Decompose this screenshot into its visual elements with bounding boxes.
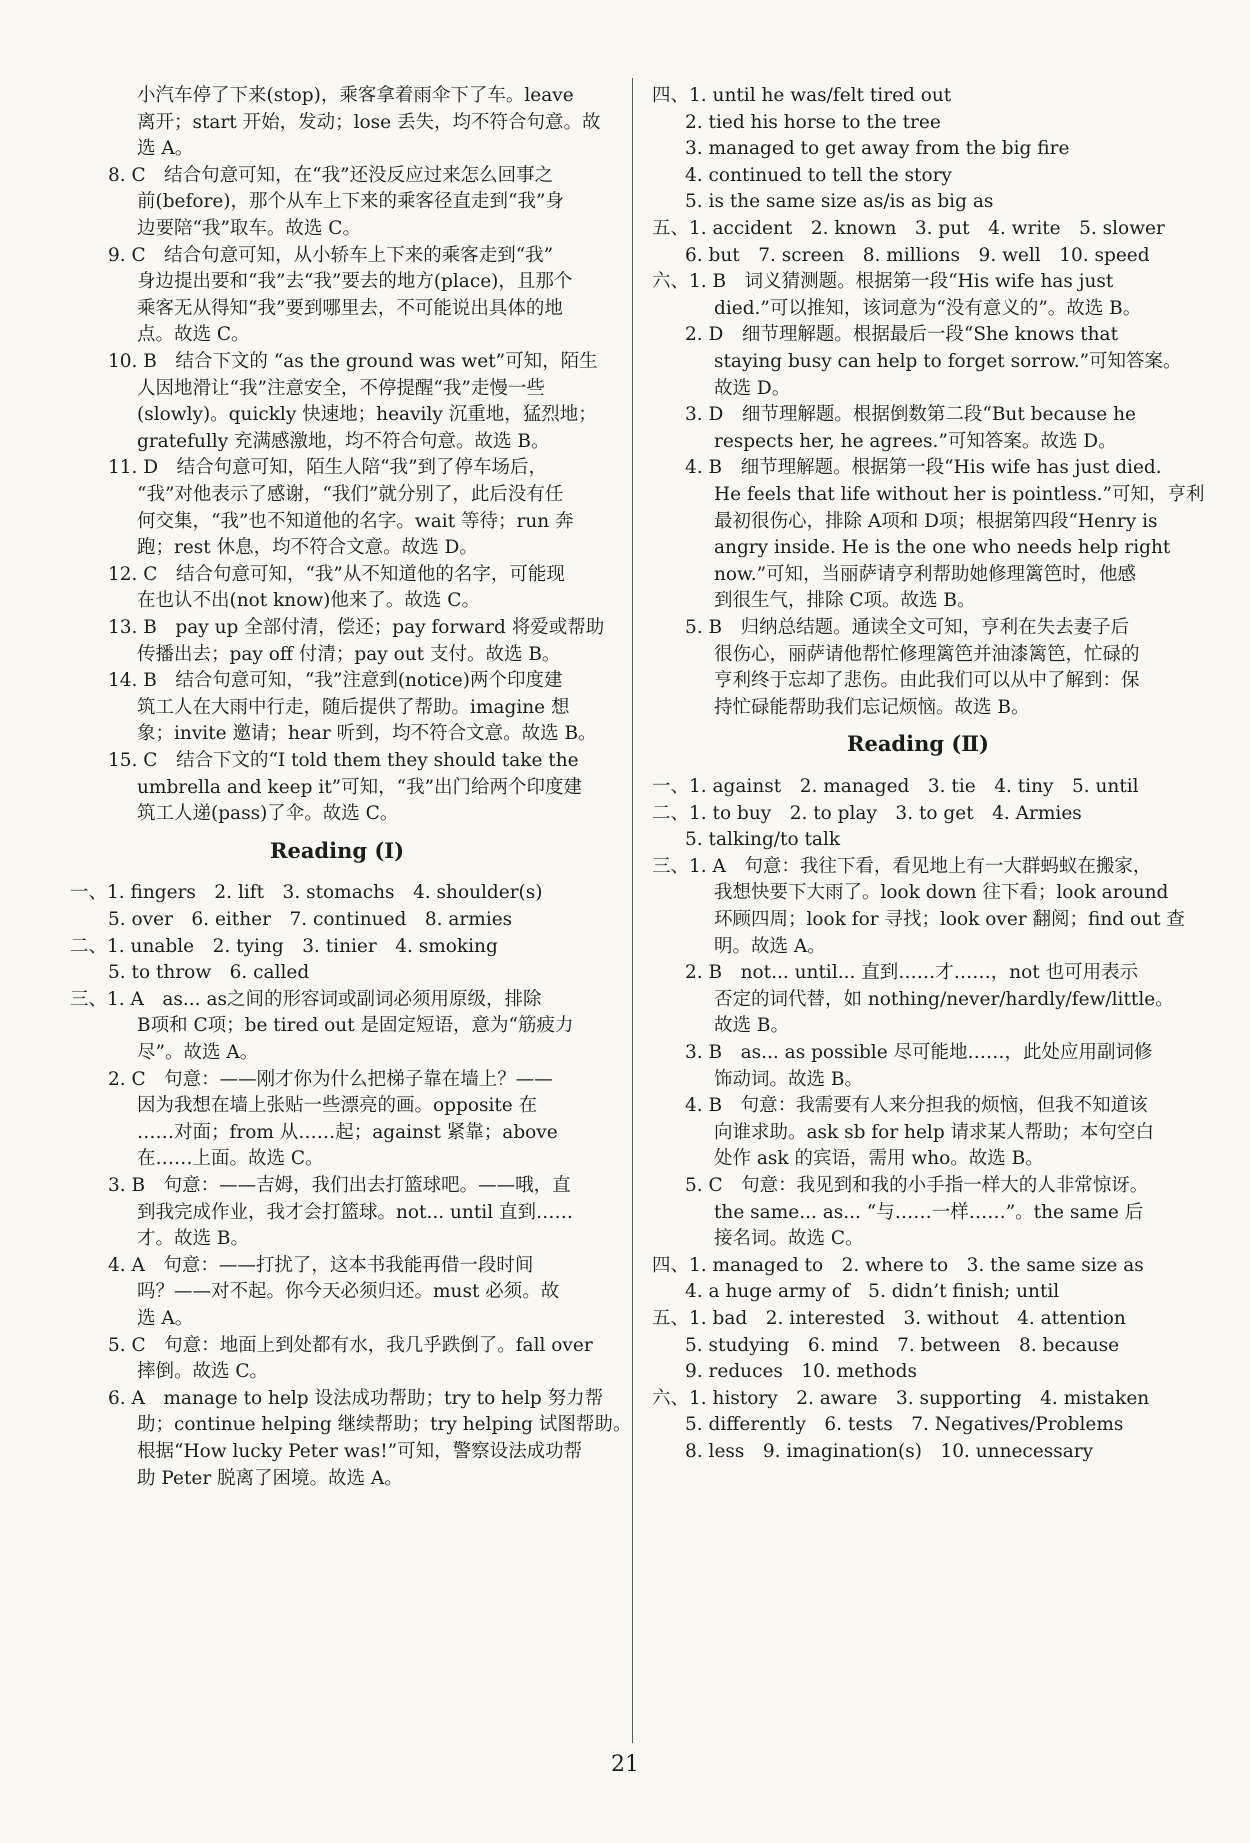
answer-line: 摔倒。故选 C。 <box>137 1361 269 1383</box>
answer-line: ……对面；from 从……起；against 紧靠；above <box>137 1121 558 1143</box>
answer-line: 4. a huge army of 5. didn’t finish; until <box>685 1281 1060 1303</box>
answer-line: 饰动词。故选 B。 <box>714 1068 863 1090</box>
answer-line: 一、1. fingers 2. lift 3. stomachs 4. shoulder(s) <box>70 882 543 904</box>
answer-line: 二、1. unable 2. tying 3. tinier 4. smoking <box>70 935 498 957</box>
answer-line: 亨利终于忘却了悲伤。由此我们可以从中了解到：保 <box>714 670 1140 692</box>
answer-line: 尽”。故选 A。 <box>137 1042 259 1063</box>
answer-line: 因为我想在墙上张贴一些漂亮的画。opposite 在 <box>137 1095 538 1117</box>
answer-line: 处作 ask 的宾语，需用 who。故选 B。 <box>714 1148 1044 1170</box>
answer-line: 4. continued to tell the story <box>685 164 952 186</box>
answer-line: 选 A。 <box>137 1308 194 1329</box>
answer-line: 5. talking/to talk <box>685 829 841 851</box>
answer-line: 5. B 归纳总结题。通读全文可知，亨利在失去妻子后 <box>685 617 1130 638</box>
answer-line: 点。故选 C。 <box>137 324 250 346</box>
answer-line: 环顾四周；look for 寻找；look over 翻阅；find out 查 <box>714 909 1185 930</box>
answer-line: 8. less 9. imagination(s) 10. unnecessary <box>685 1441 1094 1462</box>
answer-line: 5. studying 6. mind 7. between 8. because <box>685 1334 1120 1356</box>
answer-line: 6. A manage to help 设法成功帮助；try to help 努力帮 <box>108 1387 604 1409</box>
answer-line: 五、1. bad 2. interested 3. without 4. attention <box>652 1308 1126 1329</box>
answer-line: died.”可以推知，该词意为“没有意义的”。故选 B。 <box>714 297 1142 319</box>
answer-line: 三、1. A 句意：我往下看，看见地上有一大群蚂蚁在搬家， <box>652 855 1152 877</box>
answer-line: 5. C 句意：我见到和我的小手指一样大的人非常惊讶。 <box>685 1175 1149 1196</box>
answer-line: 助；continue helping 继续帮助；try helping 试图帮助。 <box>137 1414 632 1436</box>
answer-line: respects her, he agrees.”可知答案。故选 D。 <box>714 430 1117 452</box>
answer-line: 5. differently 6. tests 7. Negatives/Problems <box>685 1414 1124 1436</box>
answer-line: 在也认不出(not know)他来了。故选 C。 <box>137 590 480 612</box>
answer-line: 6. but 7. screen 8. millions 9. well 10. speed <box>685 244 1150 266</box>
answer-line: 跑；rest 休息，均不符合文意。故选 D。 <box>137 537 478 559</box>
section-heading: Reading (Ⅰ) <box>270 837 405 863</box>
answer-line: 选 A。 <box>137 138 194 160</box>
answer-line: 3. managed to get away from the big fire <box>685 138 1070 160</box>
answer-line: 4. B 句意：我需要有人来分担我的烦恼，但我不知道该 <box>685 1095 1148 1117</box>
answer-line: 才。故选 B。 <box>137 1228 249 1250</box>
answer-line: 2. tied his horse to the tree <box>685 111 941 133</box>
answer-line: “我”对他表示了感谢，“我们”就分别了，此后没有任 <box>137 484 564 505</box>
answer-line: 故选 B。 <box>714 1015 789 1037</box>
answer-line: 向谁求助。ask sb for help 请求某人帮助；本句空白 <box>714 1121 1155 1143</box>
answer-line: 5. over 6. either 7. continued 8. armies <box>108 909 513 930</box>
answer-line: angry inside. He is the one who needs help right <box>714 537 1171 559</box>
answer-line: 二、1. to buy 2. to play 3. to get 4. Armies <box>652 802 1082 824</box>
answer-line: 4. B 细节理解题。根据第一段“His wife has just died. <box>685 457 1162 479</box>
answer-line: umbrella and keep it”可知，“我”出门给两个印度建 <box>137 776 583 798</box>
answer-line: B项和 C项；be tired out 是固定短语，意为“筋疲力 <box>137 1015 574 1037</box>
answer-line: (slowly)。quickly 快速地；heavily 沉重地，猛烈地； <box>137 404 597 426</box>
answer-line: 9. C 结合句意可知，从小轿车上下来的乘客走到“我” <box>108 244 554 266</box>
answer-line: 象；invite 邀请；hear 听到，均不符合文意。故选 B。 <box>137 723 597 745</box>
answer-line: 到我完成作业，我才会打篮球。not... until 直到…… <box>137 1201 573 1223</box>
answer-line: 15. C 结合下文的“I told them they should take the <box>108 750 579 771</box>
answer-line: 乘客无从得知“我”要到哪里去，不可能说出具体的地 <box>137 297 563 319</box>
answer-line: 筑工人在大雨中行走，随后提供了帮助。imagine 想 <box>137 696 570 718</box>
section-heading: Reading (Ⅱ) <box>847 731 989 757</box>
answer-line: 明。故选 A。 <box>714 935 826 957</box>
answer-line: 3. B as... as possible 尽可能地……，此处应用副词修 <box>685 1042 1153 1063</box>
answer-line: 四、1. managed to 2. where to 3. the same size as <box>652 1254 1144 1276</box>
answer-line: 筑工人递(pass)了伞。故选 C。 <box>137 803 399 825</box>
answer-line: 四、1. until he was/felt tired out <box>652 85 952 106</box>
answer-line: 到很生气，排除 C项。故选 B。 <box>714 590 976 612</box>
answer-line: 我想快要下大雨了。look down 往下看；look around <box>714 882 1169 904</box>
page-number: 21 <box>611 1752 639 1777</box>
answer-line: 13. B pay up 全部付清，偿还；pay forward 将爱或帮助 <box>108 617 605 638</box>
answer-line: 最初很伤心，排除 A项和 D项；根据第四段“Henry is <box>714 510 1158 532</box>
answer-line: the same... as... “与……一样……”。the same 后 <box>714 1201 1144 1223</box>
answer-line: 2. C 句意：——刚才你为什么把梯子靠在墙上？—— <box>108 1068 553 1090</box>
answer-line: 5. to throw 6. called <box>108 962 310 984</box>
answer-line: 六、1. B 词义猜测题。根据第一段“His wife has just <box>652 271 1114 293</box>
answer-line: 五、1. accident 2. known 3. put 4. write 5. slower <box>652 218 1165 239</box>
answer-line: 接名词。故选 C。 <box>714 1228 864 1250</box>
answer-line: 10. B 结合下文的 “as the ground was wet”可知，陌生 <box>108 351 598 372</box>
answer-line: 离开；start 开始，发动；lose 丢失，均不符合句意。故 <box>137 111 601 133</box>
answer-line: 人因地滑让“我”注意安全，不停提醒“我”走慢一些 <box>137 377 545 399</box>
answer-line: 否定的词代替，如 nothing/never/hardly/few/little。 <box>714 988 1174 1010</box>
answer-line: 一、1. against 2. managed 3. tie 4. tiny 5. until <box>652 776 1139 797</box>
answer-line: 12. C 结合句意可知，“我”从不知道他的名字，可能现 <box>108 563 565 585</box>
answer-line: 三、1. A as... as之间的形容词或副词必须用原级，排除 <box>70 988 542 1010</box>
answer-line: 2. D 细节理解题。根据最后一段“She knows that <box>685 324 1119 346</box>
answer-line: 在……上面。故选 C。 <box>137 1148 324 1170</box>
answer-line: 小汽车停了下来(stop)，乘客拿着雨伞下了车。leave <box>137 85 574 106</box>
answer-line: staying busy can help to forget sorrow.”可知答案。 <box>714 351 1182 372</box>
answer-line: 很伤心，丽萨请他帮忙修理篱笆并油漆篱笆，忙碌的 <box>714 643 1140 665</box>
answer-line: 助 Peter 脱离了困境。故选 A。 <box>137 1467 403 1489</box>
answer-line: 2. B not... until... 直到……才……，not 也可用表示 <box>685 962 1139 984</box>
answer-line: 3. B 句意：——吉姆，我们出去打篮球吧。——哦，直 <box>108 1175 571 1196</box>
answer-line: 9. reduces 10. methods <box>685 1361 917 1383</box>
answer-line: 持忙碌能帮助我们忘记烦恼。故选 B。 <box>714 696 1030 718</box>
answer-line: gratefully 充满感激地，均不符合句意。故选 B。 <box>137 430 550 452</box>
answer-line: 六、1. history 2. aware 3. supporting 4. mistaken <box>652 1387 1150 1409</box>
answer-line: 4. A 句意：——打扰了，这本书我能再借一段时间 <box>108 1254 534 1276</box>
answer-line: He feels that life without her is pointless.”可知，亨利 <box>714 484 1205 505</box>
answer-line: 根据“How lucky Peter was!”可知，警察设法成功帮 <box>137 1441 583 1462</box>
answer-line: 3. D 细节理解题。根据倒数第二段“But because he <box>685 404 1136 426</box>
answer-line: 8. C 结合句意可知，在“我”还没反应过来怎么回事之 <box>108 164 554 186</box>
answer-line: 11. D 结合句意可知，陌生人陪“我”到了停车场后， <box>108 457 548 479</box>
answer-line: 传播出去；pay off 付清；pay out 支付。故选 B。 <box>137 643 561 665</box>
answer-line: 5. C 句意：地面上到处都有水，我几乎跌倒了。fall over <box>108 1334 593 1356</box>
answer-line: 边要陪“我”取车。故选 C。 <box>137 218 361 239</box>
answer-line: 身边提出要和“我”去“我”要去的地方(place)，且那个 <box>137 271 573 293</box>
column-divider <box>632 78 633 1743</box>
answer-line: 14. B 结合句意可知，“我”注意到(notice)两个印度建 <box>108 670 563 692</box>
answer-line: 故选 D。 <box>714 377 791 399</box>
answer-line: now.”可知，当丽萨请亨利帮助她修理篱笆时，他感 <box>714 563 1137 585</box>
answer-line: 吗？——对不起。你今天必须归还。must 必须。故 <box>137 1281 560 1303</box>
answer-line: 5. is the same size as/is as big as <box>685 191 994 213</box>
answer-line: 前(before)，那个从车上下来的乘客径直走到“我”身 <box>137 191 564 213</box>
answer-line: 何交集，“我”也不知道他的名字。wait 等待；run 奔 <box>137 510 574 532</box>
